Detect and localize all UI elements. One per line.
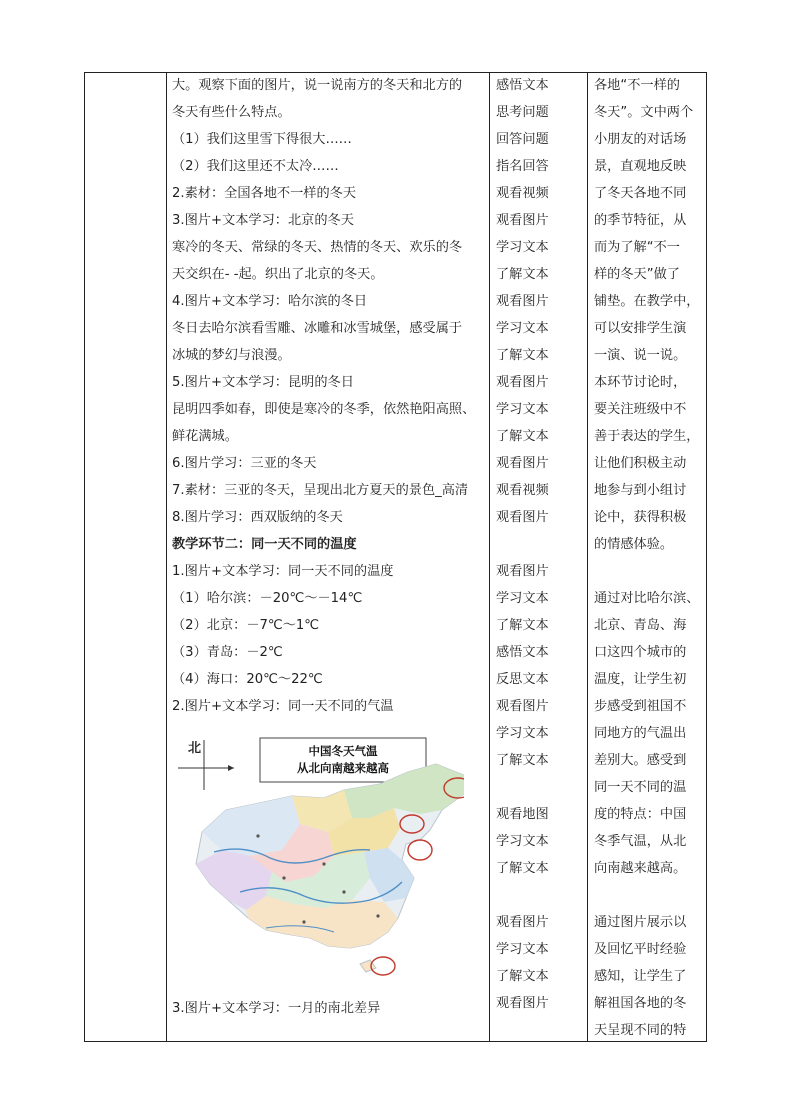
intent-line: 解祖国各地的冬 bbox=[594, 996, 687, 1011]
activity-item: 了解文本 bbox=[496, 348, 549, 363]
intent-line: 样的冬天”做了 bbox=[594, 267, 680, 282]
content-line: 7.素材：三亚的冬天，呈现出北方夏天的景色_高清 bbox=[172, 483, 469, 498]
activity-item: 了解文本 bbox=[496, 753, 549, 768]
teaching-content-last bbox=[172, 995, 380, 1022]
intent-line: 步感受到祖国不 bbox=[594, 699, 687, 714]
content-line: （3）青岛：－2℃ bbox=[172, 645, 283, 660]
qingdao-highlight bbox=[408, 840, 432, 860]
activity-item: 观看图片 bbox=[496, 456, 549, 471]
activity-item: 观看图片 bbox=[496, 294, 549, 309]
activity-item: 感悟文本 bbox=[496, 78, 549, 93]
activity-item: 学习文本 bbox=[496, 240, 549, 255]
activity-item: 观看视频 bbox=[496, 483, 549, 498]
table-col-line-2 bbox=[166, 72, 167, 1042]
intent-line: 小朋友的对话场 bbox=[594, 132, 687, 147]
table-col-line-4 bbox=[587, 72, 588, 1042]
activity-item: 学习文本 bbox=[496, 942, 549, 957]
activity-item: 学习文本 bbox=[496, 834, 549, 849]
intent-line: 感知，让学生了 bbox=[594, 969, 687, 984]
map-title-line1: 中国冬天气温 bbox=[308, 744, 378, 758]
intent-line: 要关注班级中不 bbox=[594, 402, 687, 417]
table-col-line-3 bbox=[489, 72, 490, 1042]
content-line: 大。观察下面的图片，说一说南方的冬天和北方的 bbox=[172, 78, 463, 93]
content-line: 冰城的梦幻与浪漫。 bbox=[172, 348, 291, 363]
intent-line: 了冬天各地不同 bbox=[594, 186, 687, 201]
intent-line: 善于表达的学生， bbox=[594, 429, 700, 444]
activity-item: 反思文本 bbox=[496, 672, 549, 687]
activity-item: 了解文本 bbox=[496, 267, 549, 282]
intent-line: 天呈现不同的特 bbox=[594, 1023, 687, 1038]
content-line: 冬日去哈尔滨看雪雕、冰雕和冰雪城堡，感受属于 bbox=[172, 321, 463, 336]
activity-item: 指名回答 bbox=[496, 159, 549, 174]
compass-arrow bbox=[228, 765, 234, 771]
content-line: 5.图片+文本学习：昆明的冬日 bbox=[172, 375, 354, 390]
intent-line: 通过图片展示以 bbox=[594, 915, 687, 930]
intent-line: 地参与到小组讨 bbox=[594, 483, 687, 498]
intent-line: 本环节讨论时， bbox=[594, 375, 687, 390]
table-col-line-1 bbox=[84, 72, 85, 1042]
intent-line: 论中，获得积极 bbox=[594, 510, 687, 525]
content-line: 鲜花满城。 bbox=[172, 429, 238, 444]
intent-line: 同一天不同的温 bbox=[594, 780, 687, 795]
intent-line: 差别大。感受到 bbox=[594, 753, 687, 768]
intent-line: 铺垫。在教学中， bbox=[594, 294, 700, 309]
activity-item: 了解文本 bbox=[496, 861, 549, 876]
intent-line: 向南越来越高。 bbox=[594, 861, 687, 876]
activity-item: 学习文本 bbox=[496, 402, 549, 417]
intent-line: 的季节特征，从 bbox=[594, 213, 687, 228]
intent-line: 温度，让学生初 bbox=[594, 672, 687, 687]
section-title: 教学环节二：同一天不同的温度 bbox=[172, 537, 357, 552]
intent-line: 让他们积极主动 bbox=[594, 456, 687, 471]
intent-line: 景，直观地反映 bbox=[594, 159, 687, 174]
intent-line: 北京、青岛、海 bbox=[594, 618, 687, 633]
content-line: 2.素材：全国各地不一样的冬天 bbox=[172, 186, 357, 201]
north-label: 北 bbox=[188, 741, 202, 756]
table-col-line-5 bbox=[706, 72, 707, 1042]
content-line: （2）我们这里还不太冷…… bbox=[172, 159, 339, 174]
activity-item: 思考问题 bbox=[496, 105, 549, 120]
content-line: 3.图片+文本学习：一月的南北差异 bbox=[172, 1001, 381, 1016]
intent-line: 通过对比哈尔滨、 bbox=[594, 591, 700, 606]
china-map-shape bbox=[196, 764, 464, 972]
china-winter-temperature-map bbox=[174, 732, 464, 978]
activity-item: 学习文本 bbox=[496, 591, 549, 606]
activity-item: 回答问题 bbox=[496, 132, 549, 147]
content-line: 昆明四季如春，即使是寒冷的冬季，依然艳阳高照、 bbox=[172, 402, 476, 417]
activity-item: 了解文本 bbox=[496, 969, 549, 984]
activity-item: 了解文本 bbox=[496, 618, 549, 633]
content-line: 1.图片+文本学习：同一天不同的温度 bbox=[172, 564, 394, 579]
activity-item: 观看图片 bbox=[496, 213, 549, 228]
content-line: 3.图片+文本学习：北京的冬天 bbox=[172, 213, 354, 228]
content-line: 天交织在- -起。织出了北京的冬天。 bbox=[172, 267, 384, 282]
content-line: （1）哈尔滨：－20℃～－14℃ bbox=[172, 591, 363, 606]
content-line: 6.图片学习：三亚的冬天 bbox=[172, 456, 317, 471]
activity-item: 学习文本 bbox=[496, 321, 549, 336]
content-line: 4.图片+文本学习：哈尔滨的冬日 bbox=[172, 294, 368, 309]
activity-item: 了解文本 bbox=[496, 429, 549, 444]
student-activity-column bbox=[496, 72, 584, 1017]
intent-line: 而为了解“不一 bbox=[594, 240, 680, 255]
activity-item: 学习文本 bbox=[496, 726, 549, 741]
content-line: 冬天有些什么特点。 bbox=[172, 105, 291, 120]
intent-line: 及回忆平时经验 bbox=[594, 942, 687, 957]
activity-item: 观看图片 bbox=[496, 510, 549, 525]
intent-line: 的情感体验。 bbox=[594, 537, 674, 552]
intent-line: 口这四个城市的 bbox=[594, 645, 687, 660]
intent-line: 各地“不一样的 bbox=[594, 78, 680, 93]
teaching-content-column bbox=[172, 72, 486, 720]
activity-item: 感悟文本 bbox=[496, 645, 549, 660]
content-line: 2.图片+文本学习：同一天不同的气温 bbox=[172, 699, 394, 714]
content-line: 寒冷的冬天、常绿的冬天、热情的冬天、欢乐的冬 bbox=[172, 240, 463, 255]
intent-line: 可以安排学生演 bbox=[594, 321, 687, 336]
intent-line: 冬天”。文中两个 bbox=[594, 105, 694, 120]
content-line: （2）北京：－7℃～1℃ bbox=[172, 618, 320, 633]
intent-line: 一演、说一说。 bbox=[594, 348, 687, 363]
content-line: （1）我们这里雪下得很大…… bbox=[172, 132, 352, 147]
intent-line: 同地方的气温出 bbox=[594, 726, 687, 741]
activity-item: 观看图片 bbox=[496, 699, 549, 714]
activity-item: 观看地图 bbox=[496, 807, 549, 822]
activity-item: 观看视频 bbox=[496, 186, 549, 201]
content-line: 8.图片学习：西双版纳的冬天 bbox=[172, 510, 343, 525]
intent-line: 冬季气温，从北 bbox=[594, 834, 687, 849]
activity-item: 观看图片 bbox=[496, 375, 549, 390]
map-title-line2: 从北向南越来越高 bbox=[297, 761, 389, 775]
content-line: （4）海口：20℃～22℃ bbox=[172, 672, 323, 687]
intent-line: 度的特点：中国 bbox=[594, 807, 687, 822]
activity-item: 观看图片 bbox=[496, 996, 549, 1011]
design-intent-column bbox=[594, 72, 704, 1044]
activity-item: 观看图片 bbox=[496, 564, 549, 579]
activity-item: 观看图片 bbox=[496, 915, 549, 930]
